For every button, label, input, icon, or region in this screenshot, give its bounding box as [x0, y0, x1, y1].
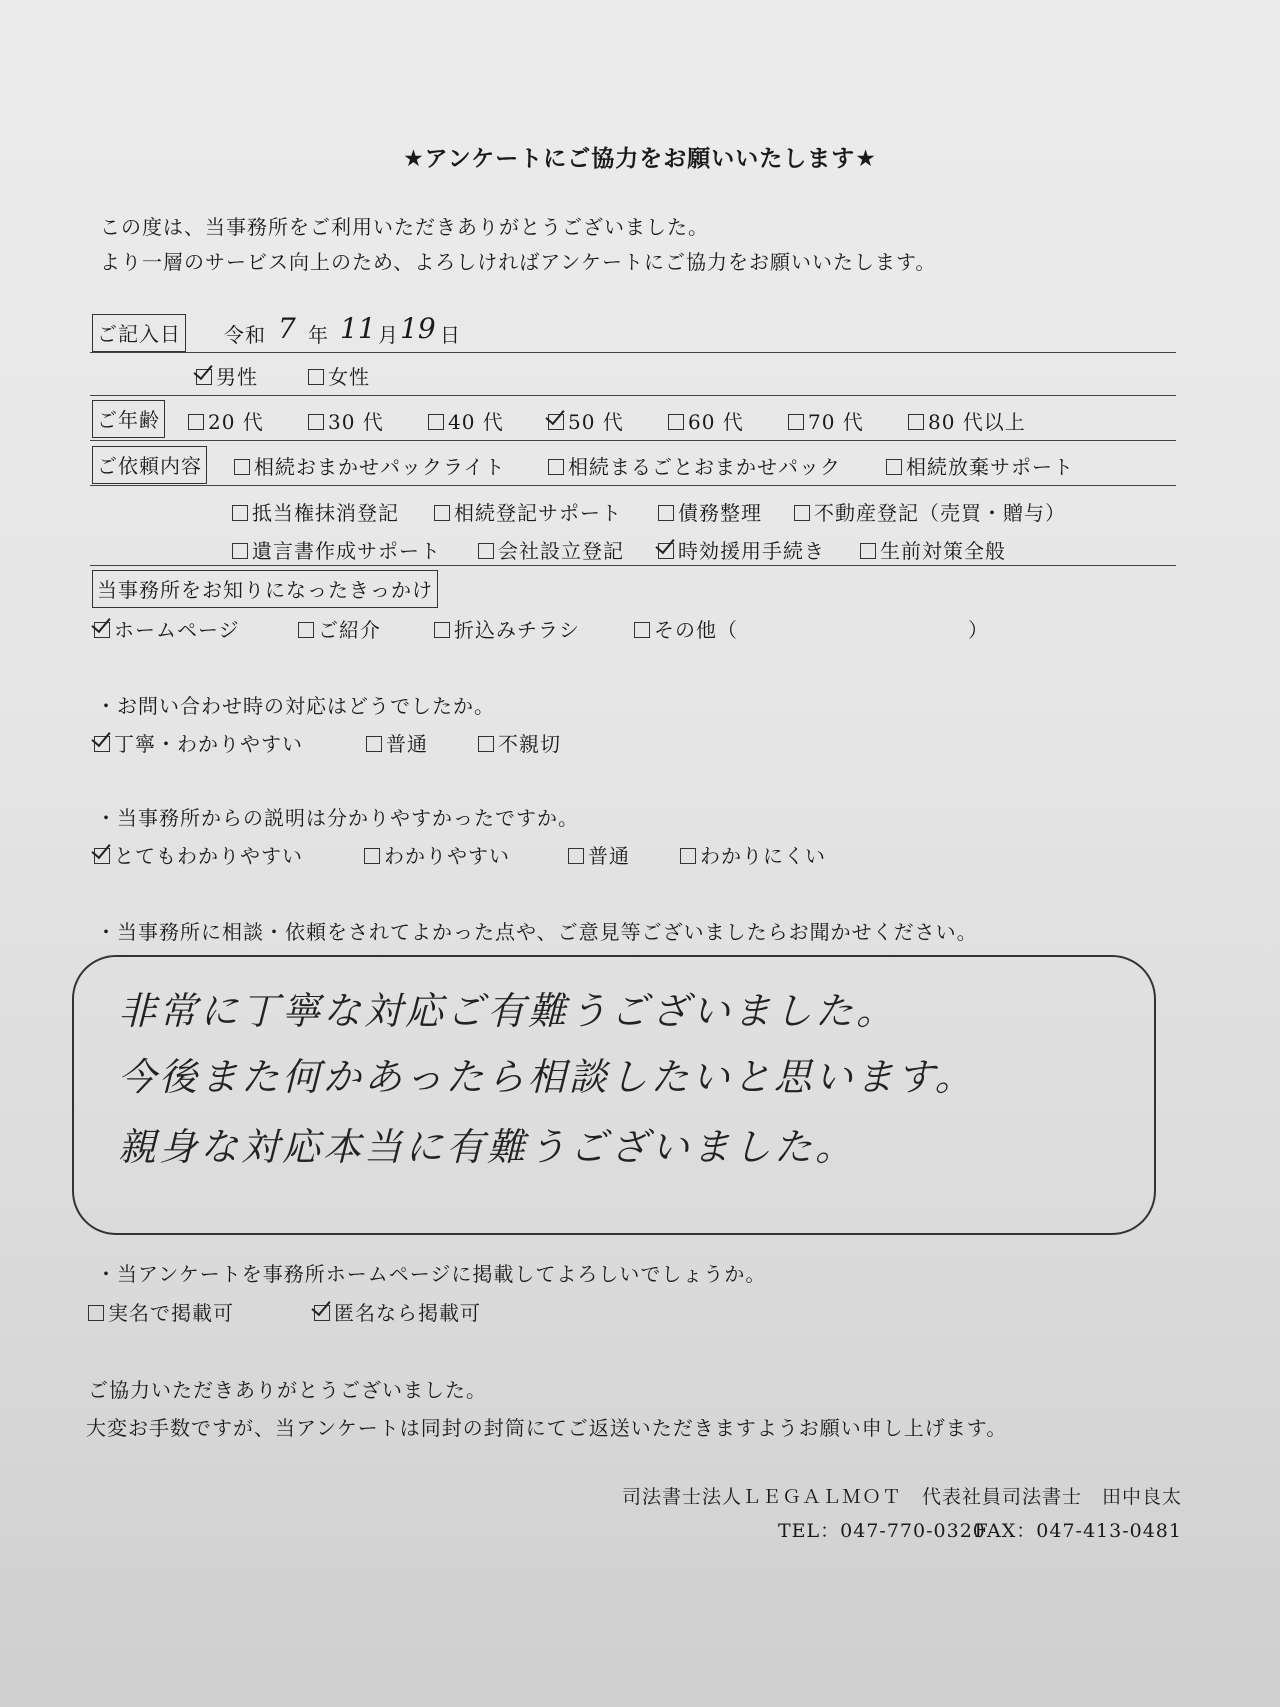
- checkbox-checked[interactable]: [94, 622, 110, 638]
- checkbox[interactable]: [794, 505, 810, 521]
- option-label: 女性: [328, 365, 370, 389]
- question-2: ・当事務所からの説明は分かりやすかったですか。: [96, 806, 579, 830]
- option-label: 不親切: [498, 732, 561, 756]
- checkbox[interactable]: [232, 505, 248, 521]
- checkbox[interactable]: [308, 369, 324, 385]
- checkbox[interactable]: [232, 543, 248, 559]
- checkbox[interactable]: [308, 414, 324, 430]
- checkbox-checked[interactable]: [548, 414, 564, 430]
- date-year[interactable]: 7: [278, 312, 296, 345]
- age-70s[interactable]: [788, 406, 864, 435]
- answer-line-2: 今後また何かあったら相談したいと思います。: [118, 1055, 976, 1099]
- option-label: 普通: [588, 844, 630, 868]
- option-label: 男性: [216, 365, 258, 389]
- option-label: 債務整理: [678, 501, 762, 525]
- option-label: 相続登記サポート: [454, 501, 622, 525]
- option-label: 不動産登記（売買・贈与）: [814, 501, 1066, 525]
- checkbox[interactable]: [366, 736, 382, 752]
- closing-line-1: ご協力いただきありがとうございました。: [88, 1378, 487, 1402]
- option-label: 70 代: [808, 410, 864, 434]
- gender-female[interactable]: [308, 361, 370, 390]
- option-label: 折込みチラシ: [454, 618, 580, 642]
- option-label: 40 代: [448, 410, 504, 434]
- option-label: 丁寧・わかりやすい: [114, 732, 303, 756]
- age-30s[interactable]: [308, 406, 384, 435]
- option-label: 相続おまかせパックライト: [254, 455, 506, 479]
- intro-line-1: この度は、当事務所をご利用いただきありがとうございました。: [100, 215, 709, 239]
- q4-option[interactable]: [88, 1297, 234, 1326]
- request-option[interactable]: [434, 497, 622, 526]
- q1-option[interactable]: [478, 728, 561, 757]
- option-label: 実名で掲載可: [108, 1301, 234, 1325]
- source-other-close: ）: [968, 618, 989, 642]
- option-label: 普通: [386, 732, 428, 756]
- checkbox-checked[interactable]: [94, 736, 110, 752]
- q2-option[interactable]: [680, 840, 826, 869]
- checkbox[interactable]: [364, 848, 380, 864]
- divider: [90, 395, 1176, 396]
- q2-option[interactable]: [364, 840, 510, 869]
- question-3: ・当事務所に相談・依頼をされてよかった点や、ご意見等ございましたらお聞かせください。: [96, 920, 978, 944]
- q2-option[interactable]: [568, 840, 630, 869]
- option-label: わかりにくい: [700, 844, 826, 868]
- age-60s[interactable]: [668, 406, 744, 435]
- divider: [90, 485, 1176, 486]
- option-label: 60 代: [688, 410, 744, 434]
- source-referral[interactable]: [298, 614, 381, 643]
- checkbox[interactable]: [908, 414, 924, 430]
- closing-line-2: 大変お手数ですが、当アンケートは同封の封筒にてご返送いただきますようお願い申し上げます。: [86, 1416, 1008, 1440]
- option-label: 会社設立登記: [498, 539, 624, 563]
- request-option[interactable]: [232, 497, 399, 526]
- option-label: その他（: [654, 618, 738, 642]
- age-label: ご年齢: [92, 400, 165, 438]
- checkbox[interactable]: [658, 505, 674, 521]
- checkbox-checked[interactable]: [658, 543, 674, 559]
- checkbox[interactable]: [548, 459, 564, 475]
- answer-line-3: 親身な対応本当に有難うございました。: [118, 1125, 857, 1169]
- option-label: わかりやすい: [384, 844, 510, 868]
- checkbox[interactable]: [668, 414, 684, 430]
- request-option[interactable]: [232, 535, 441, 564]
- answer-line-1: 非常に丁寧な対応ご有難うございました。: [118, 989, 898, 1033]
- option-label: 20 代: [208, 410, 264, 434]
- date-month-unit: 月: [378, 323, 399, 347]
- checkbox[interactable]: [88, 1305, 104, 1321]
- request-label: ご依頼内容: [92, 446, 207, 484]
- q2-option[interactable]: [94, 840, 303, 869]
- request-option[interactable]: [658, 535, 825, 564]
- checkbox[interactable]: [788, 414, 804, 430]
- option-label: 抵当権抹消登記: [252, 501, 399, 525]
- q1-option[interactable]: [94, 728, 303, 757]
- date-year-unit: 年: [308, 323, 329, 347]
- checkbox[interactable]: [478, 543, 494, 559]
- divider: [90, 565, 1176, 566]
- request-option[interactable]: [886, 451, 1074, 480]
- question-1: ・お問い合わせ時の対応はどうでしたか。: [96, 694, 495, 718]
- option-label: 30 代: [328, 410, 384, 434]
- date-label: ご記入日: [92, 314, 186, 352]
- checkbox[interactable]: [568, 848, 584, 864]
- source-homepage[interactable]: [94, 614, 240, 643]
- divider: [90, 352, 1176, 353]
- option-label: 相続まるごとおまかせパック: [568, 455, 841, 479]
- request-option[interactable]: [794, 497, 1066, 526]
- age-80s-plus[interactable]: [908, 406, 1026, 435]
- checkbox[interactable]: [234, 459, 250, 475]
- source-other[interactable]: [634, 614, 738, 643]
- checkbox[interactable]: [188, 414, 204, 430]
- checkbox[interactable]: [434, 622, 450, 638]
- checkbox[interactable]: [478, 736, 494, 752]
- checkbox[interactable]: [434, 505, 450, 521]
- request-option[interactable]: [234, 451, 505, 480]
- date-month[interactable]: 11: [340, 312, 376, 345]
- footer-tel: TEL：047-770-0320: [778, 1520, 986, 1542]
- checkbox[interactable]: [428, 414, 444, 430]
- request-option[interactable]: [860, 535, 1006, 564]
- option-label: 匿名なら掲載可: [334, 1301, 481, 1325]
- intro-line-2: より一層のサービス向上のため、よろしければアンケートにご協力をお願いいたします。: [100, 250, 937, 274]
- divider: [90, 440, 1176, 441]
- checkbox-checked[interactable]: [94, 848, 110, 864]
- date-era: 令和: [224, 323, 266, 347]
- option-label: 80 代以上: [928, 410, 1026, 434]
- age-50s[interactable]: [548, 406, 624, 435]
- survey-title: ★アンケートにご協力をお願いいたします★: [403, 146, 877, 172]
- age-40s[interactable]: [428, 406, 504, 435]
- q4-option[interactable]: [314, 1297, 481, 1326]
- option-label: 時効援用手続き: [678, 539, 825, 563]
- checkbox[interactable]: [886, 459, 902, 475]
- checkbox-checked[interactable]: [314, 1305, 330, 1321]
- option-label: 生前対策全般: [880, 539, 1006, 563]
- checkbox[interactable]: [860, 543, 876, 559]
- footer-fax: FAX：047-413-0481: [974, 1520, 1182, 1542]
- footer-org: 司法書士法人ＬＥＧＡＬＭＯＴ 代表社員司法書士 田中良太: [621, 1486, 1182, 1508]
- option-label: 相続放棄サポート: [906, 455, 1074, 479]
- request-option[interactable]: [548, 451, 841, 480]
- source-flyer[interactable]: [434, 614, 580, 643]
- date-day[interactable]: 19: [400, 312, 436, 345]
- request-option[interactable]: [658, 497, 762, 526]
- option-label: とてもわかりやすい: [114, 844, 303, 868]
- date-day-unit: 日: [440, 323, 461, 347]
- checkbox[interactable]: [634, 622, 650, 638]
- gender-male[interactable]: [196, 361, 258, 390]
- option-label: ホームページ: [114, 618, 240, 642]
- age-20s[interactable]: [188, 406, 264, 435]
- checkbox-checked[interactable]: [196, 369, 212, 385]
- option-label: 50 代: [568, 410, 624, 434]
- option-label: 遺言書作成サポート: [252, 539, 441, 563]
- checkbox[interactable]: [298, 622, 314, 638]
- q1-option[interactable]: [366, 728, 428, 757]
- source-label: 当事務所をお知りになったきっかけ: [92, 570, 438, 608]
- option-label: ご紹介: [318, 618, 381, 642]
- question-4: ・当アンケートを事務所ホームページに掲載してよろしいでしょうか。: [96, 1262, 767, 1286]
- checkbox[interactable]: [680, 848, 696, 864]
- request-option[interactable]: [478, 535, 624, 564]
